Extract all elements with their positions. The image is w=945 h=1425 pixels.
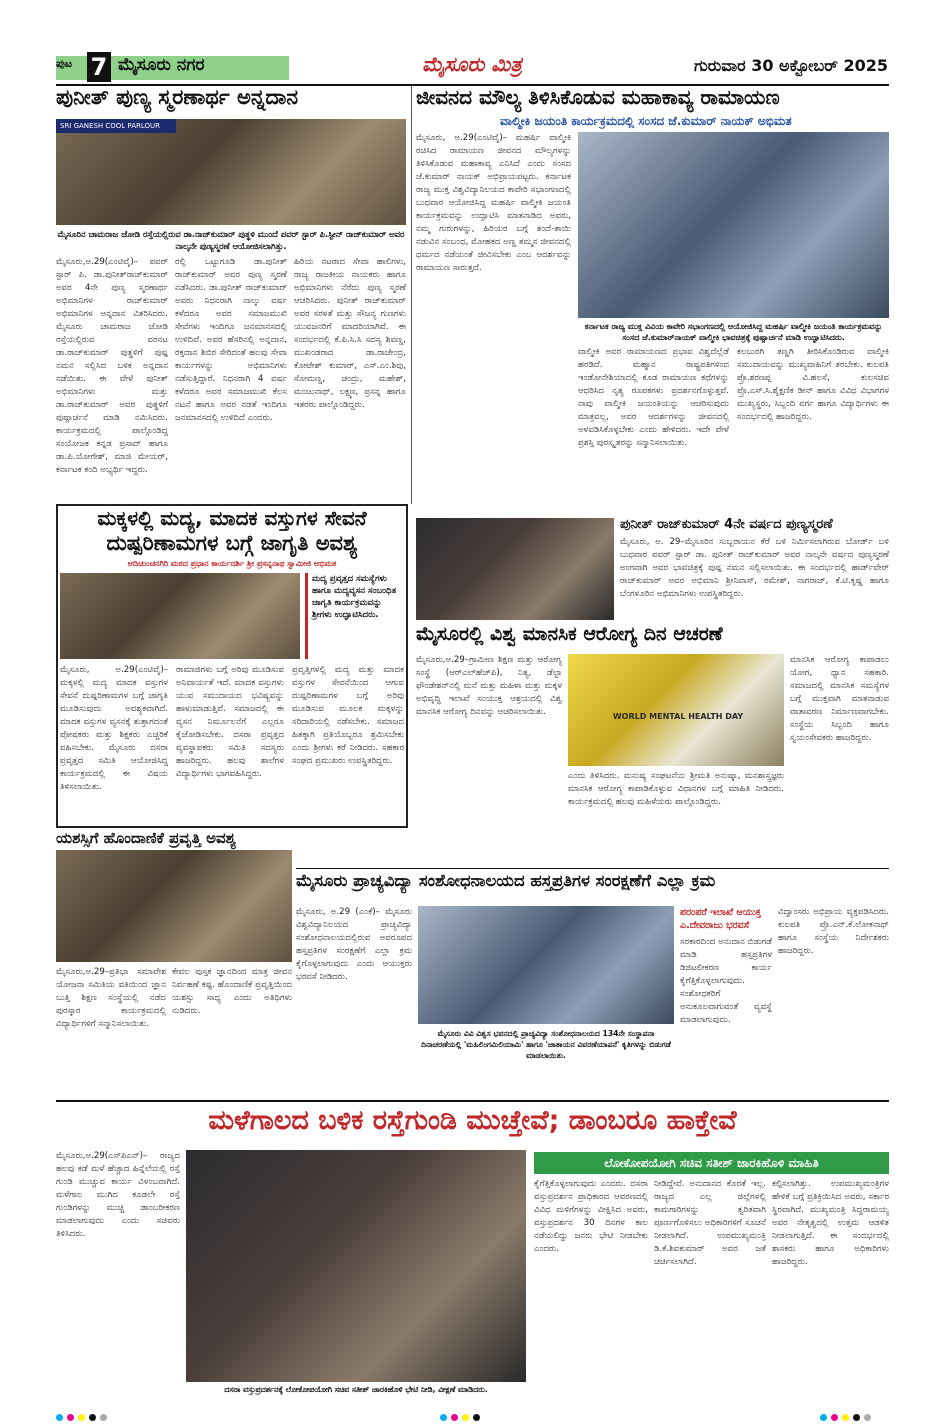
oriental-photo [418, 906, 674, 1024]
drugs-photo [60, 573, 300, 659]
shop-sign: SRI GANESH COOL PARLOUR [56, 119, 176, 133]
mental-health-col1: ಮೈಸೂರು,ಅ.29–ಗ್ರಾಮೀಣ ಶಿಕ್ಷಣ ಮತ್ತು ಆರೋಗ್ಯ ಸಂಸ್ಥೆ (ಆರ್‌ಎಲ್‌ಹೆಚ್‌ಪಿ), ನಿತ್ಯ, ಡೆಲ್ಟಾ ಫೌಂಡೇಶನ್‌ನಲ್ಲಿ ಮನೆ ಮತ್ತು ಮಹಿಳಾ ಮತ್ತು ಮಕ್ಕಳ ಅಭಿವೃದ್ಧಿ ಇಲಾಖೆ ಸಂಯುಕ್ತ ಆಶ್ರಯದಲ್ಲಿ ವಿಶ್ವ ಮಾನಸಿಕ ಆರೋಗ್ಯ ದಿನವನ್ನು ಆಚರಿಸಲಾಯಿತು. [416, 655, 562, 717]
drugs-subhead: ಆದಿಚುಂಚನಗಿರಿ ಮಠದ ಪ್ರಧಾನ ಕಾರ್ಯದರ್ಶಿ ಶ್ರೀ ಪ್ರಸನ್ನನಾಥ ಸ್ವಾಮೀಜಿ ಅಭಿಮತ [127, 559, 337, 568]
road-caption: ದಸರಾ ವಸ್ತುಪ್ರದರ್ಶನಕ್ಕೆ ಲೋಕೋಪಯೋಗಿ ಸಚಿವ ಸತೀಶ್ ಜಾರಕಿಹೊಳಿ ಭೇಟಿ ನೀಡಿ, ವೀಕ್ಷಣೆ ಮಾಡಿದರು. [224, 1385, 488, 1394]
page-label: ಪುಟ [56, 57, 73, 70]
oriental-col3: ವಿದ್ವಾಂಸರು ಅಭಿಪ್ರಾಯ ವ್ಯಕ್ತಪಡಿಸಿದರು. ಕುಲಪತಿ ಪ್ರೊ.ಎನ್.ಕೆ.ಲೋಕನಾಥ್ ಹಾಗೂ ಸಂಸ್ಥೆಯ ನಿರ್ದೇಶಕರು ಹಾಜರಿದ್ದರು. [778, 907, 889, 956]
registration-marks-center [440, 1406, 484, 1425]
road-headline: ಮಳೆಗಾಲದ ಬಳಿಕ ರಸ್ತೆಗುಂಡಿ ಮುಚ್ತೇವೆ; ಡಾಂಬರೂ ಹಾಕ್ತೇವೆ [208, 1105, 737, 1136]
puneeth-annadana-caption: ಮೈಸೂರಿನ ಚಾಮರಾಜ ಜೋಡಿ ರಸ್ತೆಯಲ್ಲಿರುವ ಡಾ.ರಾಜ್‌ಕುಮಾರ್ ಪುತ್ಥಳಿ ಮುಂದೆ ಪವರ್ ಸ್ಟಾರ್ ಪಿ.ಸ್ಟೀನ್ ರಾಜ್‌ಕುಮಾರ್ ಅವರ ನಾಲ್ಕನೇ ಪುಣ್ಯಸ್ಮರಣೆ ಆಯೋಜಿಸಲಾಗಿತ್ತು. [57, 229, 405, 251]
registration-marks-left [56, 1406, 111, 1425]
road-col2: ಕೈಗೆತ್ತಿಕೊಳ್ಳಲಾಗುವುದು ಎಂದರು. ದಸರಾ ವಸ್ತುಪ್ರದರ್ಶನ ಪ್ರಾಧಿಕಾರದ ಆವರಣದಲ್ಲಿ ವಿವಿಧ ಮಳಿಗೆಗಳನ್ನು ವೀಕ್ಷಿಸಿದ ಅವರು, ವಸ್ತುಪ್ರದರ್ಶನ 30 ದಿನಗಳ ಕಾಲ ನಡೆಯಲಿದ್ದು ಜನರು ಭೇಟಿ ನೀಡಬೇಕು ಎಂದರು. [534, 1179, 648, 1254]
puneeth-4th-body: ಮೈಸೂರು, ಅ. 29–ಮೈಸೂರಿನ ಸುಬ್ಬರಾಯನ ಕೆರೆ ಬಳಿ ನಿರ್ಮಿಸಲಾಗಿರುವ ಬೋರ್ಡ್ ಬಳಿ ಬುಧವಾರ ಪವರ್ ಸ್ಟಾರ್ ಡಾ. ಪುನೀತ್ ರಾಜ್‌ಕುಮಾರ್ ಅವರ ನಾಲ್ಕನೇ ವರ್ಷದ ಪುಣ್ಯಸ್ಮರಣೆ ಅಂಗವಾಗಿ ಅವರ ಭಾವಚಿತ್ರಕ್ಕೆ ಪುಷ್ಪ ನಮನ ಸಲ್ಲಿಸಲಾಯಿತು. ಈ ಸಂದರ್ಭದಲ್ಲಿ ಹಾರ್ಡ್‌ವೇರ್ ರಾಜ್‌ಕುಮಾರ್ ಅವರ ಅಭಿಮಾನಿ ಶ್ರೀನಿವಾಸ್, ರಮೇಶ್, ನಾಗರಾಜ್, ಕೆ.ಟಿ.ಕೃಷ್ಣ ಹಾಗೂ ಬೆಂಗಳೂರಿನ ಅಭಿಮಾನಿಗಳು ಉಪಸ್ಥಿತರಿದ್ದರು. [620, 537, 889, 599]
drugs-headline-line2: ದುಷ್ಪರಿಣಾಮಗಳ ಬಗ್ಗೆ ಜಾಗೃತಿ ಅವಶ್ಯ [106, 531, 358, 555]
road-col3: ನೀಡಿದ್ದೇವೆ. ಅನುದಾನದ ಕೊರತೆ ಇಲ್ಲ. ರಾಜ್ಯದ ಎಲ್ಲ ಜಿಲ್ಲೆಗಳಲ್ಲಿ ಕಾಮಗಾರಿಗಳನ್ನು ತ್ವರಿತವಾಗಿ ಪೂರ್ಣಗೊಳಿಸಲು ಅಧಿಕಾರಿಗಳಿಗೆ ಸೂಚನೆ ನೀಡಲಾಗಿದೆ. ಉಪಮುಖ್ಯಮಂತ್ರಿ ಡಿ.ಕೆ.ಶಿವಕುಮಾರ್ ಅವರ ಜತೆ ಚರ್ಚಿಸಲಾಗಿದೆ. [654, 1179, 766, 1267]
ramayana-col3: ಕಲಬುರಗಿ ತಣ್ಣಗಿ ತೀರಿಸಿಕೊಂಡಿರುವ ವಾಲ್ಮೀಕಿ ಸಮುದಾಯವನ್ನು ಮುಖ್ಯವಾಹಿನಿಗೆ ತರಬೇಕು. ಕುಲಪತಿ ಪ್ರೊ.ಶರಣಪ್ಪ ವಿ.ಹಲಸೆ, ಕುಲಸಚಿವ ಪ್ರೊ.ಎಸ್.ಸಿ.ಶೈಕ್ಷಣಿಕ ಡೀನ್ ಹಾಗೂ ವಿವಿಧ ವಿಭಾಗಗಳ ಮುಖ್ಯಸ್ಥರು, ಸಿಬ್ಬಂದಿ ವರ್ಗ ಹಾಗೂ ವಿದ್ಯಾರ್ಥಿಗಳು ಈ ಸಂದರ್ಭದಲ್ಲಿ ಹಾಜರಿದ್ದರು. [737, 347, 889, 422]
ramayana-col2: ವಾಲ್ಮೀಕಿ ಅವರ ರಾಮಾಯಣದ ಪ್ರಭಾವ ವಿಶ್ವದೆಲ್ಲೆಡೆ ಹರಡಿದೆ. ಮಹ್ಮಾನ ರಾಷ್ಟ್ರಪತಿಗಳಿಂದ ಇಂಡೋನೇಶಿಯಾದಲ್ಲಿ ಕೂಡ ರಾಮಾಯಣ ಕಥೆಗಳನ್ನು ಆಧರಿಸಿದ ನೃತ್ಯ ರೂಪಕಗಳು ಪ್ರದರ್ಶನಗೊಳ್ಳುತ್ತವೆ. ನಾವು ವಾಲ್ಮೀಕಿ ಜಯಂತಿಯನ್ನು ಆಚರಿಸುವುದು ಮಾತ್ರವಲ್ಲ, ಅವರ ಆದರ್ಶಗಳನ್ನು ಜೀವನದಲ್ಲಿ ಅಳವಡಿಸಿಕೊಳ್ಳಬೇಕು ಎಂದು ಹೇಳಿದರು. ಇದೇ ವೇಳೆ ಪ್ರಶಸ್ತಿ ಪುರಸ್ಕೃತರನ್ನು ಸನ್ಮಾನಿಸಲಾಯಿತು. [578, 347, 729, 448]
mental-health-col2: ಎಂದು ತಿಳಿಸಿದರು. ಮನುಷ್ಯ ಸಂಘಟನೆಯ ಶ್ರೀಮತಿ ಅನುಷ್ಕಾ, ಮನಶಾಸ್ತ್ರಜ್ಞರು ಮಾನಸಿಕ ಆರೋಗ್ಯ ಕಾಪಾಡಿಕೊಳ್ಳುವ ವಿಧಾನಗಳ ಬಗ್ಗೆ ಮಾಹಿತಿ ನೀಡಿದರು. ಕಾರ್ಯಕ್ರಮದಲ್ಲಿ ಹಲವು ಮಹಿಳೆಯರು ಪಾಲ್ಗೊಂಡಿದ್ದರು. [568, 771, 784, 807]
ramayana-photo [578, 132, 889, 318]
oriental-rule [296, 868, 889, 869]
road-col4: ಕಲ್ಪಿಸಲಾಗಿತ್ತು. ಉಪಮುಖ್ಯಮಂತ್ರಿಗಳ ಹೇಳಿಕೆ ಬಗ್ಗೆ ಪ್ರತಿಕ್ರಿಯಿಸಿದ ಅವರು, ಸರ್ಕಾರ ಸ್ಥಿರವಾಗಿದೆ. ಮುಖ್ಯಮಂತ್ರಿ ಸಿದ್ದರಾಮಯ್ಯ ಅವರ ನೇತೃತ್ವದಲ್ಲಿ ಉತ್ತಮ ಆಡಳಿತ ನೀಡಲಾಗುತ್ತಿದೆ. ಈ ಸಂದರ್ಭದಲ್ಲಿ ಶಾಸಕರು ಹಾಗೂ ಅಧಿಕಾರಿಗಳು ಹಾಜರಿದ್ದರು. [772, 1179, 889, 1267]
oriental-col2: ಸರಕಾರದಿಂದ ಅನುದಾನ ಬಿಡುಗಡೆ ಮಾಡಿ ಹಸ್ತಪ್ರತಿಗಳ ಡಿಜಿಟಲೀಕರಣ ಕಾರ್ಯ ಕೈಗೆತ್ತಿಕೊಳ್ಳಲಾಗುವುದು. ಸಂಶೋಧಕರಿಗೆ ಅನುಕೂಲವಾಗುವಂತೆ ವ್ಯವಸ್ಥೆ ಮಾಡಲಾಗುವುದು. [680, 937, 772, 1025]
drugs-col2: ರಾಮಾಜಿಗಳು ಬಗ್ಗೆ ಅರಿವು ಮೂಡಿಸುವ ಅನಿವಾರ್ಯತೆ ಇದೆ. ಮಾದಕ ವಸ್ತುಗಳು ಯುವ ಸಮುದಾಯದ ಭವಿಷ್ಯವನ್ನು ಹಾಳುಮಾಡುತ್ತಿವೆ. ಸಮಾಜದಲ್ಲಿ ಈ ವ್ಯಸನ ನಿರ್ಮೂಲನೆಗೆ ಎಲ್ಲರೂ ಕೈಜೋಡಿಸಬೇಕು. ದಸರಾ ಪ್ರವೃತ್ತದ ವ್ಯವಸ್ಥಾಪಕರು ಸಮಿತಿ ಸದಸ್ಯರು ಹಾಜರಿದ್ದರು. ಹಲವು ಶಾಲೆಗಳ ವಿದ್ಯಾರ್ಥಿಗಳು ಭಾಗವಹಿಸಿದ್ದರು. [176, 665, 284, 779]
oriental-col1: ಮೈಸೂರು, ಅ.29 (ಎಂಕೆ)– ಮೈಸೂರು ವಿಶ್ವವಿದ್ಯಾನಿಲಯದ ಪ್ರಾಚ್ಯವಿದ್ಯಾ ಸಂಶೋಧನಾಲಯದಲ್ಲಿರುವ ಅಪರೂಪದ ಹಸ್ತಪ್ರತಿಗಳ ಸಂರಕ್ಷಣೆಗೆ ಎಲ್ಲಾ ಕ್ರಮ ಕೈಗೊಳ್ಳಲಾಗುವುದು ಎಂದು ಆಯುಕ್ತರು ಭರವಸೆ ನೀಡಿದರು. [296, 907, 412, 982]
page-number: 7 [87, 52, 111, 82]
road-photo [186, 1150, 526, 1382]
dateline: ಗುರುವಾರ 30 ಅಕ್ಟೋಬರ್ 2025 [693, 56, 888, 75]
drugs-col3: ಪ್ರವೃತ್ತಿಗಳಲ್ಲಿ ಮದ್ಯ ಮತ್ತು ಮಾದಕ ವಸ್ತುಗಳ ಸೇವನೆಯಿಂದ ಆಗುವ ದುಷ್ಪರಿಣಾಮಗಳ ಬಗ್ಗೆ ಅರಿವು ಮೂಡಿಸುವ ಮೂಲಕ ಮಕ್ಕಳನ್ನು ಸರಿದಾರಿಯಲ್ಲಿ ನಡೆಸಬೇಕು. ಸಮಾಜದ ಹಿತಕ್ಕಾಗಿ ಪ್ರತಿಯೊಬ್ಬರೂ ಶ್ರಮಿಸಬೇಕು ಎಂದು ಶ್ರೀಗಳು ಕರೆ ನೀಡಿದರು. ಸಹಕಾರ ಸಂಘದ ಪ್ರಮುಖರು ಉಪಸ್ಥಿತರಿದ್ದರು. [292, 665, 404, 766]
puneeth-annadana-col2: ರಲ್ಲಿ ಒಟ್ಟುಗೂಡಿ ಡಾ.ಪುನೀತ್ ರಾಜ್‌ಕುಮಾರ್ ಅವರ ಪುಣ್ಯ ಸ್ಮರಣೆ ನಡೆಸಿದರು. ಡಾ.ಪುನೀತ್ ರಾಜ್‌ಕುಮಾರ್ ಅವರು ನಿಧನರಾಗಿ ನಾಲ್ಕು ವರ್ಷ ಕಳೆದರೂ ಅವರ ಸಮಾಜಮುಖಿ ಸೇವೆಗಳು ಇಂದಿಗೂ ಜನಮಾನಸದಲ್ಲಿ ಉಳಿದಿವೆ. ಅವರ ಹೆಸರಿನಲ್ಲಿ ಅನ್ನದಾನ, ರಕ್ತದಾನ ಶಿಬಿರ ಸೇರಿದಂತೆ ಹಲವು ಸೇವಾ ಕಾರ್ಯಗಳನ್ನು ಅಭಿಮಾನಿಗಳು ನಡೆಸುತ್ತಿದ್ದಾರೆ. ನಿಧನರಾಗಿ 4 ವರ್ಷ ಕಳೆದರೂ ಅವರ ಸಮಾಜಮುಖಿ ಕೆಲಸ ನಟನೆ ಹಾಗೂ ಅವರ ನಡತೆ ಇಂದಿಗೂ ಜನಮಾನಸದಲ್ಲಿ ಉಳಿದಿದೆ ಎಂದರು. [175, 257, 287, 423]
oriental-side-head: ಪರಂಪರೆ ಇಲಾಖೆ ಆಯುಕ್ತ ಎ.ದೇವರಾಜು ಭರವಸೆ [680, 907, 761, 931]
section-name: ಮೈಸೂರು ನಗರ [118, 55, 205, 75]
bottom-rule [56, 1100, 889, 1102]
mental-health-headline: ಮೈಸೂರಲ್ಲಿ ವಿಶ್ವ ಮಾನಸಿಕ ಆರೋಗ್ಯ ದಿನ ಆಚರಣೆ [416, 623, 723, 645]
ramayana-subhead: ವಾಲ್ಮೀಕಿ ಜಯಂತಿ ಕಾರ್ಯಕ್ರಮದಲ್ಲಿ ಸಂಸದ ಜೆ.ಕುಮಾರ್ ನಾಯಕ್ ಅಭಿಮತ [500, 114, 792, 128]
effort-success-photo [56, 850, 292, 962]
drugs-col1: ಮೈಸೂರು, ಅ.29(ಎಂಟಿವೈ)– ಮಕ್ಕಳಲ್ಲಿ ಮದ್ಯ ಮಾದಕ ವಸ್ತುಗಳ ಸೇವನೆ ದುಷ್ಪರಿಣಾಮಗಳ ಬಗ್ಗೆ ಜಾಗೃತಿ ಮೂಡಿಸುವುದು ಅವಶ್ಯಕವಾಗಿದೆ. ಮಾದಕ ವಸ್ತುಗಳ ವ್ಯಸನಕ್ಕೆ ತುತ್ತಾಗದಂತೆ ಪೋಷಕರು ಮತ್ತು ಶಿಕ್ಷಕರು ಎಚ್ಚರಿಕೆ ವಹಿಸಬೇಕು. ಮೈಸೂರು ದಸರಾ ಪ್ರವೃತ್ತದ ಸಮಿತಿ ಆಯೋಜಿಸಿದ್ದ ಕಾರ್ಯಕ್ರಮದಲ್ಲಿ ಈ ವಿಷಯ ತಿಳಿಸಲಾಯಿತು. [60, 665, 168, 792]
mental-health-photo [568, 654, 784, 766]
drugs-headline-line1: ಮಕ್ಕಳಲ್ಲಿ ಮದ್ಯ, ಮಾದಕ ವಸ್ತುಗಳ ಸೇವನೆ [97, 506, 367, 530]
mental-health-banner: WORLD MENTAL HEALTH DAY [612, 712, 744, 721]
puneeth-4th-headline: ಪುನೀತ್ ರಾಜ್‌ಕುಮಾರ್ 4ನೇ ವರ್ಷದ ಪುಣ್ಯಸ್ಮರಣೆ [620, 517, 833, 532]
oriental-caption: ಮೈಸೂರು ವಿವಿ ವಿಶ್ವಸ ಭವನದಲ್ಲಿ ಪ್ರಾಚ್ಯವಿದ್ಯಾ ಸಂಶೋಧನಾಲಯದ 134ನೇ ಸಂಸ್ಥಾಪನಾ ದಿನಾಚರಣೆಯಲ್ಲಿ 'ಮಹಿಲಿಂಗಮಿಲಿಯಾಮಿ' ಹಾಗೂ 'ಜಾತಾಯನ ವಿವರಣೆಯಾಪನೆ' ಕೃತಿಗಳನ್ನು ಬಿಡುಗಡೆ ಮಾಡಲಾಯಿತು. [421, 1029, 671, 1060]
drugs-side-box: ಮದ್ಯ ಪ್ರವೃತ್ತದ ಸಮಸ್ಯೆಗಳು ಹಾಗೂ ಮದ್ಯವ್ಯಸನ ಸಂಬಂಧಿತ ಜಾಗೃತಿ ಕಾರ್ಯಕ್ರಮವನ್ನು ಶ್ರೀಗಳು ಉದ್ಘಾಟಿಸಿದರು. [305, 573, 404, 659]
mental-health-col3: ಮಾನಸಿಕ ಆರೋಗ್ಯ ಕಾಪಾಡಲು ಯೋಗ, ಧ್ಯಾನ ಸಹಕಾರಿ. ಸಮಾಜದಲ್ಲಿ ಮಾನಸಿಕ ಸಮಸ್ಯೆಗಳ ಬಗ್ಗೆ ಮುಕ್ತವಾಗಿ ಮಾತನಾಡುವ ವಾತಾವರಣ ನಿರ್ಮಾಣವಾಗಬೇಕು. ಸಂಸ್ಥೆಯ ಸಿಬ್ಬಂದಿ ಹಾಗೂ ಸ್ವಯಂಸೇವಕರು ಹಾಜರಿದ್ದರು. [790, 655, 889, 743]
puneeth-annadana-photo [56, 119, 406, 225]
puneeth-annadana-col1: ಮೈಸೂರು,ಅ.29(ಎಂಟಿವೈ)– ಪವರ್ ಸ್ಟಾರ್ ಪಿ. ಡಾ.ಪುನೀತ್‌ರಾಜ್‌ಕುಮಾರ್ ಅವರ 4ನೇ ಪುಣ್ಯ ಸ್ಮರಣಾರ್ಥ ಅಭಿಮಾನಿಗಳ ರಾಜ್‌ಕುಮಾರ್ ಅಭಿಮಾನಿಗಳ ಅನ್ನದಾನ ವಿತರಿಸಿದರು. ಮೈಸೂರು ಚಾಮರಾಜ ಜೋಡಿ ರಸ್ತೆಯಲ್ಲಿರುವ ವರನಟ ಡಾ.ರಾಜ್‌ಕುಮಾರ್ ಪುತ್ಥಳಿಗೆ ಪುಷ್ಪ ನಮನ ಸಲ್ಲಿಸಿದ ಬಳಿಕ ಅನ್ನದಾನ ನಡೆಯಿತು. ಈ ವೇಳೆ ಪುನೀತ್ ಅಭಿಮಾನಿಗಳು ಮತ್ತು ಡಾ.ರಾಜ್‌ಕುಮಾರ್ ಅವರ ಪುತ್ಥಳಿಗೆ ಪುಷ್ಪಾರ್ಚನೆ ಮಾಡಿ ನಮಿಸಿದರು. ಕಾರ್ಯಕ್ರಮದಲ್ಲಿ ಪಾಲ್ಗೊಂಡಿದ್ದ ಸಂಯೋಜಕ ಕನ್ನಡ ಪ್ರಸಾದ್ ಹಾಗೂ ಡಾ.ಪಿ.ಯೋಗೇಶ್, ಮಾಜಿ ಮೇಯರ್, ಕರ್ನಾಟಕ ಕಂದಿ ಅಭ್ಯರ್ಥಿ ಇದ್ದರು. [56, 257, 168, 475]
road-col1: ಮೈಸೂರು,ಅ.29(ಎಸ್‌ಪಿಎನ್)– ರಾಜ್ಯದ ಹಲವು ಕಡೆ ಮಳೆ ಹೆಚ್ಚಾದ ಹಿನ್ನೆಲೆಯಲ್ಲಿ ರಸ್ತೆ ಗುಂಡಿ ಮುಚ್ಚುವ ಕಾರ್ಯ ವಿಳಂಬವಾಗಿದೆ. ಮಳೆಗಾಲ ಮುಗಿದ ಕೂಡಲೇ ರಸ್ತೆ ಗುಂಡಿಗಳನ್ನು ಮುಚ್ಚಿ ಡಾಂಬರೀಕರಣ ಮಾಡಲಾಗುವುದು ಎಂದು ಸಚಿವರು ತಿಳಿಸಿದರು. [56, 1151, 180, 1239]
ramayana-col1b [416, 336, 571, 504]
puneeth-annadana-col3: ಹಿರಿಯ ನಟರಾದ ಸೇವಾ ಹಾಲಿಗಳು, ರಾಜ್ಯ ರಾಜಕೀಯ ನಾಯಕರು ಹಾಗೂ ಅಭಿಮಾನಿಗಳು ನೆರೆದು ಪುಣ್ಯ ಸ್ಮರಣೆ ಆಚರಿಸಿದರು. ಪುನೀತ್ ರಾಜ್‌ಕುಮಾರ್ ಅವರ ಸರಳತೆ ಮತ್ತು ಸೌಜನ್ಯ ಗುಣಗಳು ಯುವಜನರಿಗೆ ಮಾದರಿಯಾಗಿವೆ. ಈ ಸಂದರ್ಭದಲ್ಲಿ ಕೆ.ಪಿ.ಸಿ.ಸಿ ಸದಸ್ಯ ಶಿವಣ್ಣ, ಮುಖಂಡರಾದ ಡಾ.ರಾಜೇಂದ್ರ, ಕೋಟೇಶ್ ಕುಮಾರ್, ಎಸ್.ಎಂ.ಶಿವು, ಸೋಮಣ್ಣ, ಚಂದ್ರು, ಮಹೇಶ್, ಮಂಜುನಾಥ್, ಲಕ್ಷ್ಮಣ, ಪ್ರಸನ್ನ ಹಾಗೂ ಇತರರು ಪಾಲ್ಗೊಂಡಿದ್ದರು. [294, 257, 406, 410]
puneeth-4th-photo [416, 518, 614, 620]
effort-success-headline: ಯಶಸ್ಸಿಗೆ ಹೊಂದಾಣಿಕೆ ಪ್ರವೃತ್ತಿ ಅವಶ್ಯ [56, 829, 236, 847]
effort-success-col2: ಕೇವಲ ಪುಸ್ತಕ ಜ್ಞಾನದಿಂದ ಮಾತ್ರ ಜೀವನ ನಿರ್ವಹಣೆ ಕಷ್ಟ. ಹೊಂದಾಣಿಕೆ ಪ್ರವೃತ್ತಿಯಿಂದ ಯಶಸ್ಸು ಸಾಧ್ಯ ಎಂದು ಅತಿಥಿಗಳು ನುಡಿದರು. [172, 967, 292, 1016]
ramayana-col1: ಮೈಸೂರು, ಅ.29(ಎಂಟಿವೈ)– ಮಹರ್ಷಿ ವಾಲ್ಮೀಕಿ ರಚಿಸಿದ ರಾಮಾಯಣ ಜೀವನದ ಮೌಲ್ಯಗಳನ್ನು ತಿಳಿಸಿಕೊಡುವ ಮಹಾಕಾವ್ಯ ಎನಿಸಿದೆ ಎಂದು ಸಂಸದ ಜೆ.ಕುಮಾರ್ ನಾಯಕ್ ಅಭಿಪ್ರಾಯಪಟ್ಟರು. ಕರ್ನಾಟಕ ರಾಜ್ಯ ಮುಕ್ತ ವಿಶ್ವವಿದ್ಯಾನಿಲಯದ ಕಾವೇರಿ ಸಭಾಂಗಣದಲ್ಲಿ ಬುಧವಾರ ಆಯೋಜಿಸಿದ್ದ ಮಹರ್ಷಿ ವಾಲ್ಮೀಕಿ ಜಯಂತಿ ಕಾರ್ಯಕ್ರಮವನ್ನು ಉದ್ಘಾಟಿಸಿ ಮಾತನಾಡಿದ ಅವರು, ನಮ್ಮ ಗುರುಗಳನ್ನು, ಹಿರಿಯರ ಬಗ್ಗೆ ತಂದೆ-ತಾಯಿ ನಡುವಿನ ಸಂಬಂಧ, ಮೋಹಕದ ಅಣ್ಣ ತಮ್ಮನ ಜೀವನದಲ್ಲಿ ಧರ್ಮದ ನಡೆಯಂತೆ ಜೀವಿಸಬೇಕು ಎಂಬ ಆದರ್ಶವನ್ನು ರಾಮಾಯಣ ಸಾರುತ್ತದೆ. [416, 133, 571, 273]
effort-success-col1: ಮೈಸೂರು,ಅ.29–ಪ್ರತಿಭಾ ಸಮಾವೇಶ ಯೋಜನಾ ಸಮಿತಿಯ ವತಿಯಿಂದ ಜ್ಞಾನ ಬುತ್ತಿ ಶಿಕ್ಷಣ ಸಂಸ್ಥೆಯಲ್ಲಿ ನಡೆದ ಪುರಸ್ಕಾರ ಕಾರ್ಯಕ್ರಮದಲ್ಲಿ ವಿದ್ಯಾರ್ಥಿಗಳಿಗೆ ಸನ್ಮಾನಿಸಲಾಯಿತು. [56, 967, 166, 1029]
column-divider [411, 86, 412, 504]
puneeth-annadana-headline: ಪುನೀತ್ ಪುಣ್ಯ ಸ್ಮರಣಾರ್ಥ ಅನ್ನದಾನ [56, 85, 298, 109]
road-banner: ಲೋಕೋಪಯೋಗಿ ಸಚಿವ ಸತೀಶ್ ಜಾರಕಿಹೊಳಿ ಮಾಹಿತಿ [534, 1152, 889, 1174]
masthead-logo: ಮೈಸೂರು ಮಿತ್ರ [422, 52, 522, 76]
registration-marks-right [820, 1406, 875, 1425]
ramayana-caption: ಕರ್ನಾಟಕ ರಾಜ್ಯ ಮುಕ್ತ ವಿವಿಯ ಕಾವೇರಿ ಸಭಾಂಗಣದಲ್ಲಿ ಆಯೋಜಿಸಿದ್ದ ಮಹರ್ಷಿ ವಾಲ್ಮೀಕಿ ಜಯಂತಿ ಕಾರ್ಯಕ್ರಮವನ್ನು ಸಂಸದ ಜೆ.ಕುಮಾರ್‌ನಾಯಕ್ ವಾಲ್ಮೀಕಿ ಭಾವಚಿತ್ರಕ್ಕೆ ಪುಷ್ಪಾರ್ಚನೆ ಮಾಡಿ ಉದ್ಘಾಟಿಸಿದರು. [584, 322, 883, 342]
ramayana-headline: ಜೀವನದ ಮೌಲ್ಯ ತಿಳಿಸಿಕೊಡುವ ಮಹಾಕಾವ್ಯ ರಾಮಾಯಣ [416, 85, 780, 109]
oriental-headline: ಮೈಸೂರು ಪ್ರಾಚ್ಯವಿದ್ಯಾ ಸಂಶೋಧನಾಲಯದ ಹಸ್ತಪ್ರತಿಗಳ ಸಂರಕ್ಷಣೆಗೆ ಎಲ್ಲಾ ಕ್ರಮ [296, 871, 716, 890]
